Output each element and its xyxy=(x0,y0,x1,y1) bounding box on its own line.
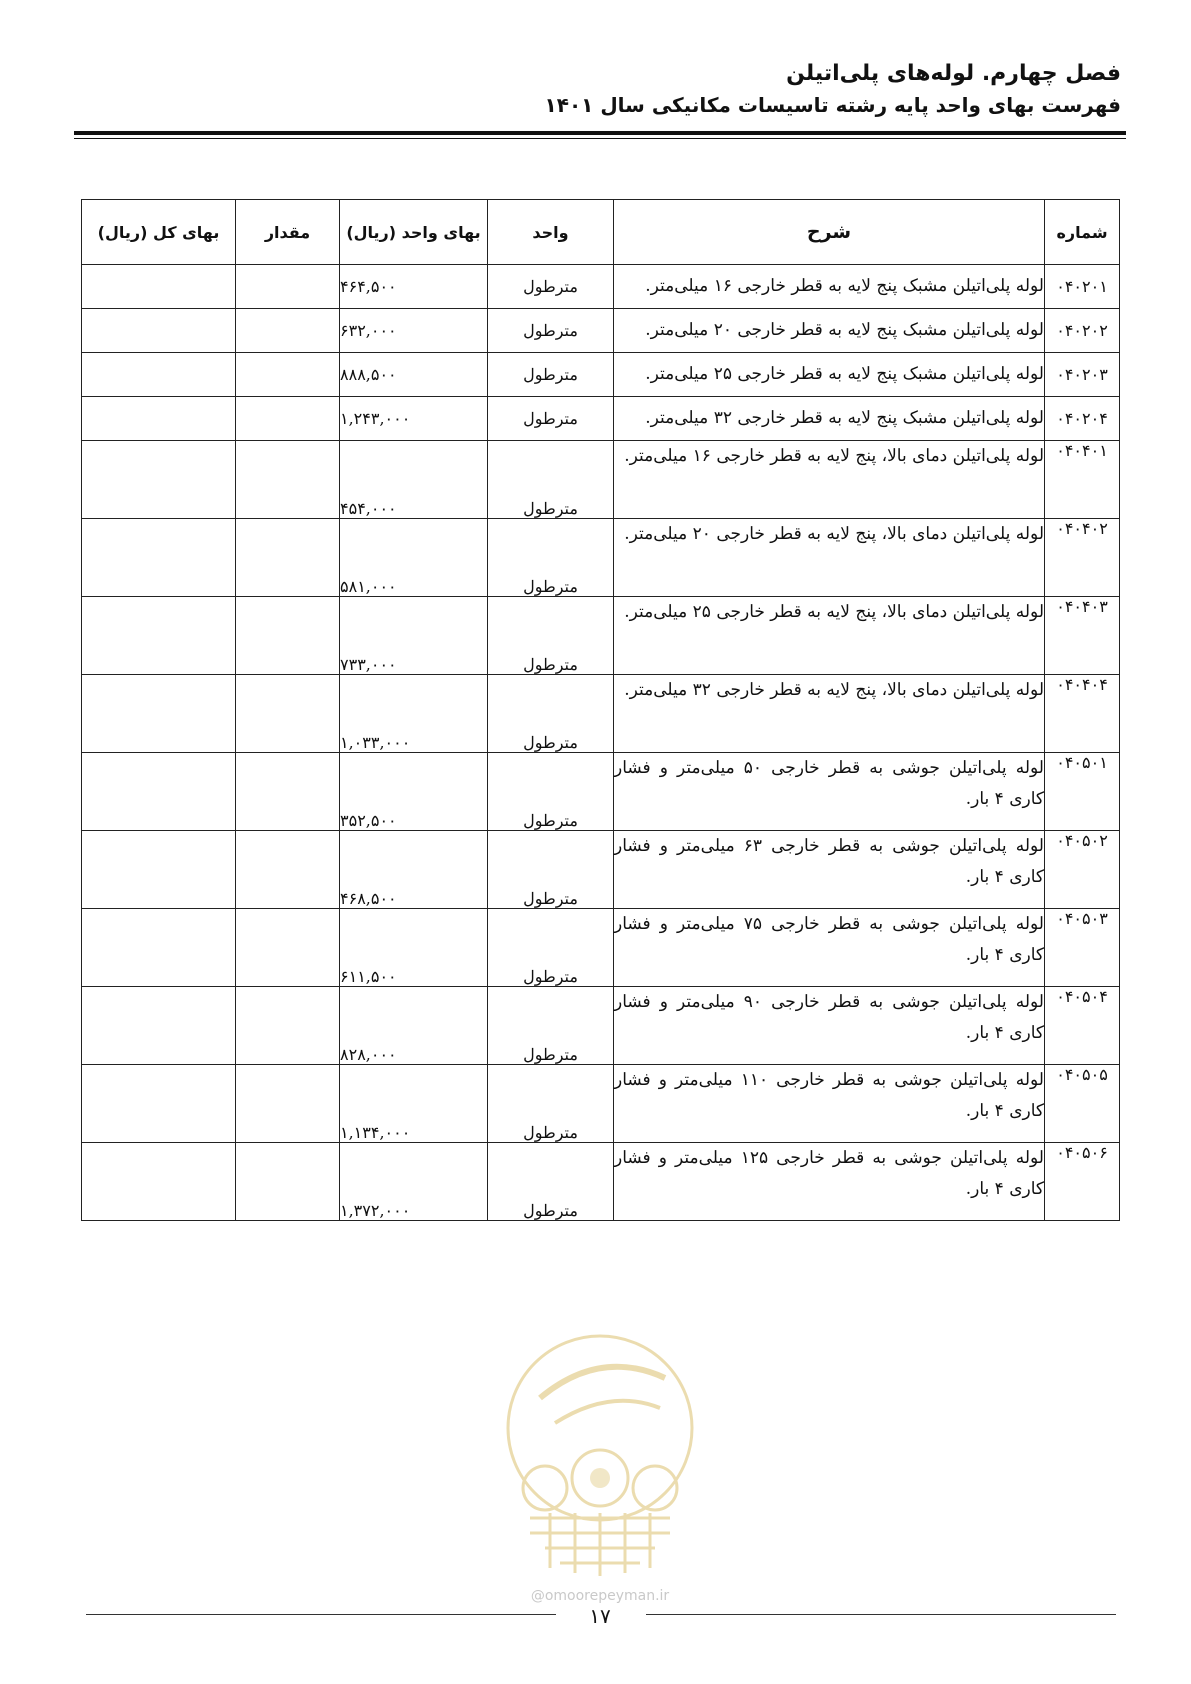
code-cell: ۰۴۰۵۰۲ xyxy=(1045,831,1120,909)
table-row xyxy=(82,1143,1120,1221)
quantity-cell xyxy=(236,265,340,309)
table-row xyxy=(82,831,1120,909)
table-row xyxy=(82,597,1120,675)
table-row xyxy=(82,753,1120,831)
description-cell: لوله پلی‌اتیلن مشبک پنج لایه به قطر خارجی ۳۲ میلی‌متر. xyxy=(614,397,1045,441)
table-row xyxy=(82,987,1120,1065)
unit-price-cell: ۴۶۴,۵۰۰ xyxy=(340,265,488,309)
total-price-cell xyxy=(82,831,236,909)
header-unit: واحد xyxy=(488,200,614,265)
description-cell: لوله پلی‌اتیلن جوشی به قطر خارجی ۶۳ میلی‌متر و فشار کاری ۴ بار. xyxy=(614,831,1045,909)
unit-cell: مترطول xyxy=(488,1065,614,1143)
header-code: شماره xyxy=(1045,200,1120,265)
description-cell: لوله پلی‌اتیلن جوشی به قطر خارجی ۵۰ میلی‌متر و فشار کاری ۴ بار. xyxy=(614,753,1045,831)
unit-cell: مترطول xyxy=(488,441,614,519)
total-price-cell xyxy=(82,987,236,1065)
description-cell: لوله پلی‌اتیلن دمای بالا، پنج لایه به قطر خارجی ۳۲ میلی‌متر. xyxy=(614,675,1045,753)
quantity-cell xyxy=(236,353,340,397)
total-price-cell xyxy=(82,309,236,353)
description-cell: لوله پلی‌اتیلن جوشی به قطر خارجی ۹۰ میلی‌متر و فشار کاری ۴ بار. xyxy=(614,987,1045,1065)
quantity-cell xyxy=(236,909,340,987)
description-cell: لوله پلی‌اتیلن مشبک پنج لایه به قطر خارجی ۲۰ میلی‌متر. xyxy=(614,309,1045,353)
unit-cell: مترطول xyxy=(488,675,614,753)
document-subtitle: فهرست بهای واحد پایه رشته تاسیسات مکانیکی سال ۱۴۰۱ xyxy=(544,93,1121,117)
code-cell: ۰۴۰۲۰۳ xyxy=(1045,353,1120,397)
omoorepeyman-watermark-logo xyxy=(500,1328,700,1578)
watermark-website: @omoorepeyman.ir xyxy=(530,1588,670,1604)
table-row xyxy=(82,519,1120,597)
quantity-cell xyxy=(236,753,340,831)
code-cell: ۰۴۰۲۰۴ xyxy=(1045,397,1120,441)
quantity-cell xyxy=(236,987,340,1065)
total-price-cell xyxy=(82,1143,236,1221)
code-cell: ۰۴۰۵۰۳ xyxy=(1045,909,1120,987)
description-cell: لوله پلی‌اتیلن دمای بالا، پنج لایه به قطر خارجی ۲۰ میلی‌متر. xyxy=(614,519,1045,597)
description-cell: لوله پلی‌اتیلن جوشی به قطر خارجی ۷۵ میلی‌متر و فشار کاری ۴ بار. xyxy=(614,909,1045,987)
unit-cell: مترطول xyxy=(488,909,614,987)
header-total-price: بهای کل (ریال) xyxy=(82,200,236,265)
table-row xyxy=(82,265,1120,309)
total-price-cell xyxy=(82,441,236,519)
total-price-cell xyxy=(82,753,236,831)
unit-price-cell: ۴۶۸,۵۰۰ xyxy=(340,831,488,909)
unit-cell: مترطول xyxy=(488,309,614,353)
page-number: ۱۷ xyxy=(589,1604,611,1628)
code-cell: ۰۴۰۵۰۵ xyxy=(1045,1065,1120,1143)
table-row xyxy=(82,397,1120,441)
description-cell: لوله پلی‌اتیلن دمای بالا، پنج لایه به قطر خارجی ۲۵ میلی‌متر. xyxy=(614,597,1045,675)
unit-cell: مترطول xyxy=(488,353,614,397)
chapter-title: فصل چهارم. لوله‌های پلی‌اتیلن xyxy=(786,61,1121,86)
table-row xyxy=(82,909,1120,987)
description-cell: لوله پلی‌اتیلن مشبک پنج لایه به قطر خارجی ۲۵ میلی‌متر. xyxy=(614,353,1045,397)
quantity-cell xyxy=(236,675,340,753)
unit-cell: مترطول xyxy=(488,397,614,441)
unit-price-cell: ۷۳۳,۰۰۰ xyxy=(340,597,488,675)
description-cell: لوله پلی‌اتیلن جوشی به قطر خارجی ۱۱۰ میلی‌متر و فشار کاری ۴ بار. xyxy=(614,1065,1045,1143)
total-price-cell xyxy=(82,675,236,753)
code-cell: ۰۴۰۲۰۱ xyxy=(1045,265,1120,309)
table-body xyxy=(82,265,1120,1221)
unit-price-cell: ۴۵۴,۰۰۰ xyxy=(340,441,488,519)
header-unit-price: بهای واحد (ریال) xyxy=(340,200,488,265)
unit-cell: مترطول xyxy=(488,265,614,309)
table-row xyxy=(82,309,1120,353)
unit-price-cell: ۸۸۸,۵۰۰ xyxy=(340,353,488,397)
unit-price-cell: ۱,۱۳۴,۰۰۰ xyxy=(340,1065,488,1143)
quantity-cell xyxy=(236,519,340,597)
unit-price-cell: ۶۱۱,۵۰۰ xyxy=(340,909,488,987)
header-description: شرح xyxy=(614,200,1045,265)
table-row xyxy=(82,675,1120,753)
quantity-cell xyxy=(236,597,340,675)
description-cell: لوله پلی‌اتیلن دمای بالا، پنج لایه به قطر خارجی ۱۶ میلی‌متر. xyxy=(614,441,1045,519)
total-price-cell xyxy=(82,519,236,597)
footer-rule-left xyxy=(86,1614,556,1615)
code-cell: ۰۴۰۴۰۲ xyxy=(1045,519,1120,597)
table-header-row xyxy=(82,200,1120,265)
header-quantity: مقدار xyxy=(236,200,340,265)
code-cell: ۰۴۰۴۰۱ xyxy=(1045,441,1120,519)
header-rule-thick xyxy=(74,131,1126,135)
code-cell: ۰۴۰۴۰۴ xyxy=(1045,675,1120,753)
unit-price-cell: ۱,۲۴۳,۰۰۰ xyxy=(340,397,488,441)
table-row xyxy=(82,353,1120,397)
total-price-cell xyxy=(82,1065,236,1143)
quantity-cell xyxy=(236,831,340,909)
quantity-cell xyxy=(236,1143,340,1221)
code-cell: ۰۴۰۲۰۲ xyxy=(1045,309,1120,353)
quantity-cell xyxy=(236,1065,340,1143)
unit-price-cell: ۶۳۲,۰۰۰ xyxy=(340,309,488,353)
unit-cell: مترطول xyxy=(488,753,614,831)
table-row xyxy=(82,441,1120,519)
code-cell: ۰۴۰۵۰۶ xyxy=(1045,1143,1120,1221)
code-cell: ۰۴۰۵۰۴ xyxy=(1045,987,1120,1065)
code-cell: ۰۴۰۵۰۱ xyxy=(1045,753,1120,831)
unit-price-cell: ۱,۰۳۳,۰۰۰ xyxy=(340,675,488,753)
footer-rule-right xyxy=(646,1614,1116,1615)
unit-cell: مترطول xyxy=(488,1143,614,1221)
total-price-cell xyxy=(82,265,236,309)
unit-cell: مترطول xyxy=(488,519,614,597)
unit-price-cell: ۱,۳۷۲,۰۰۰ xyxy=(340,1143,488,1221)
unit-cell: مترطول xyxy=(488,831,614,909)
price-list-table xyxy=(81,199,1120,1221)
quantity-cell xyxy=(236,309,340,353)
total-price-cell xyxy=(82,353,236,397)
total-price-cell xyxy=(82,397,236,441)
unit-price-cell: ۳۵۲,۵۰۰ xyxy=(340,753,488,831)
unit-cell: مترطول xyxy=(488,597,614,675)
code-cell: ۰۴۰۴۰۳ xyxy=(1045,597,1120,675)
unit-price-cell: ۸۲۸,۰۰۰ xyxy=(340,987,488,1065)
quantity-cell xyxy=(236,441,340,519)
quantity-cell xyxy=(236,397,340,441)
unit-price-cell: ۵۸۱,۰۰۰ xyxy=(340,519,488,597)
total-price-cell xyxy=(82,909,236,987)
description-cell: لوله پلی‌اتیلن مشبک پنج لایه به قطر خارجی ۱۶ میلی‌متر. xyxy=(614,265,1045,309)
page-header xyxy=(69,58,1121,120)
description-cell: لوله پلی‌اتیلن جوشی به قطر خارجی ۱۲۵ میلی‌متر و فشار کاری ۴ بار. xyxy=(614,1143,1045,1221)
table-row xyxy=(82,1065,1120,1143)
header-rule-thin xyxy=(74,138,1126,139)
unit-cell: مترطول xyxy=(488,987,614,1065)
total-price-cell xyxy=(82,597,236,675)
